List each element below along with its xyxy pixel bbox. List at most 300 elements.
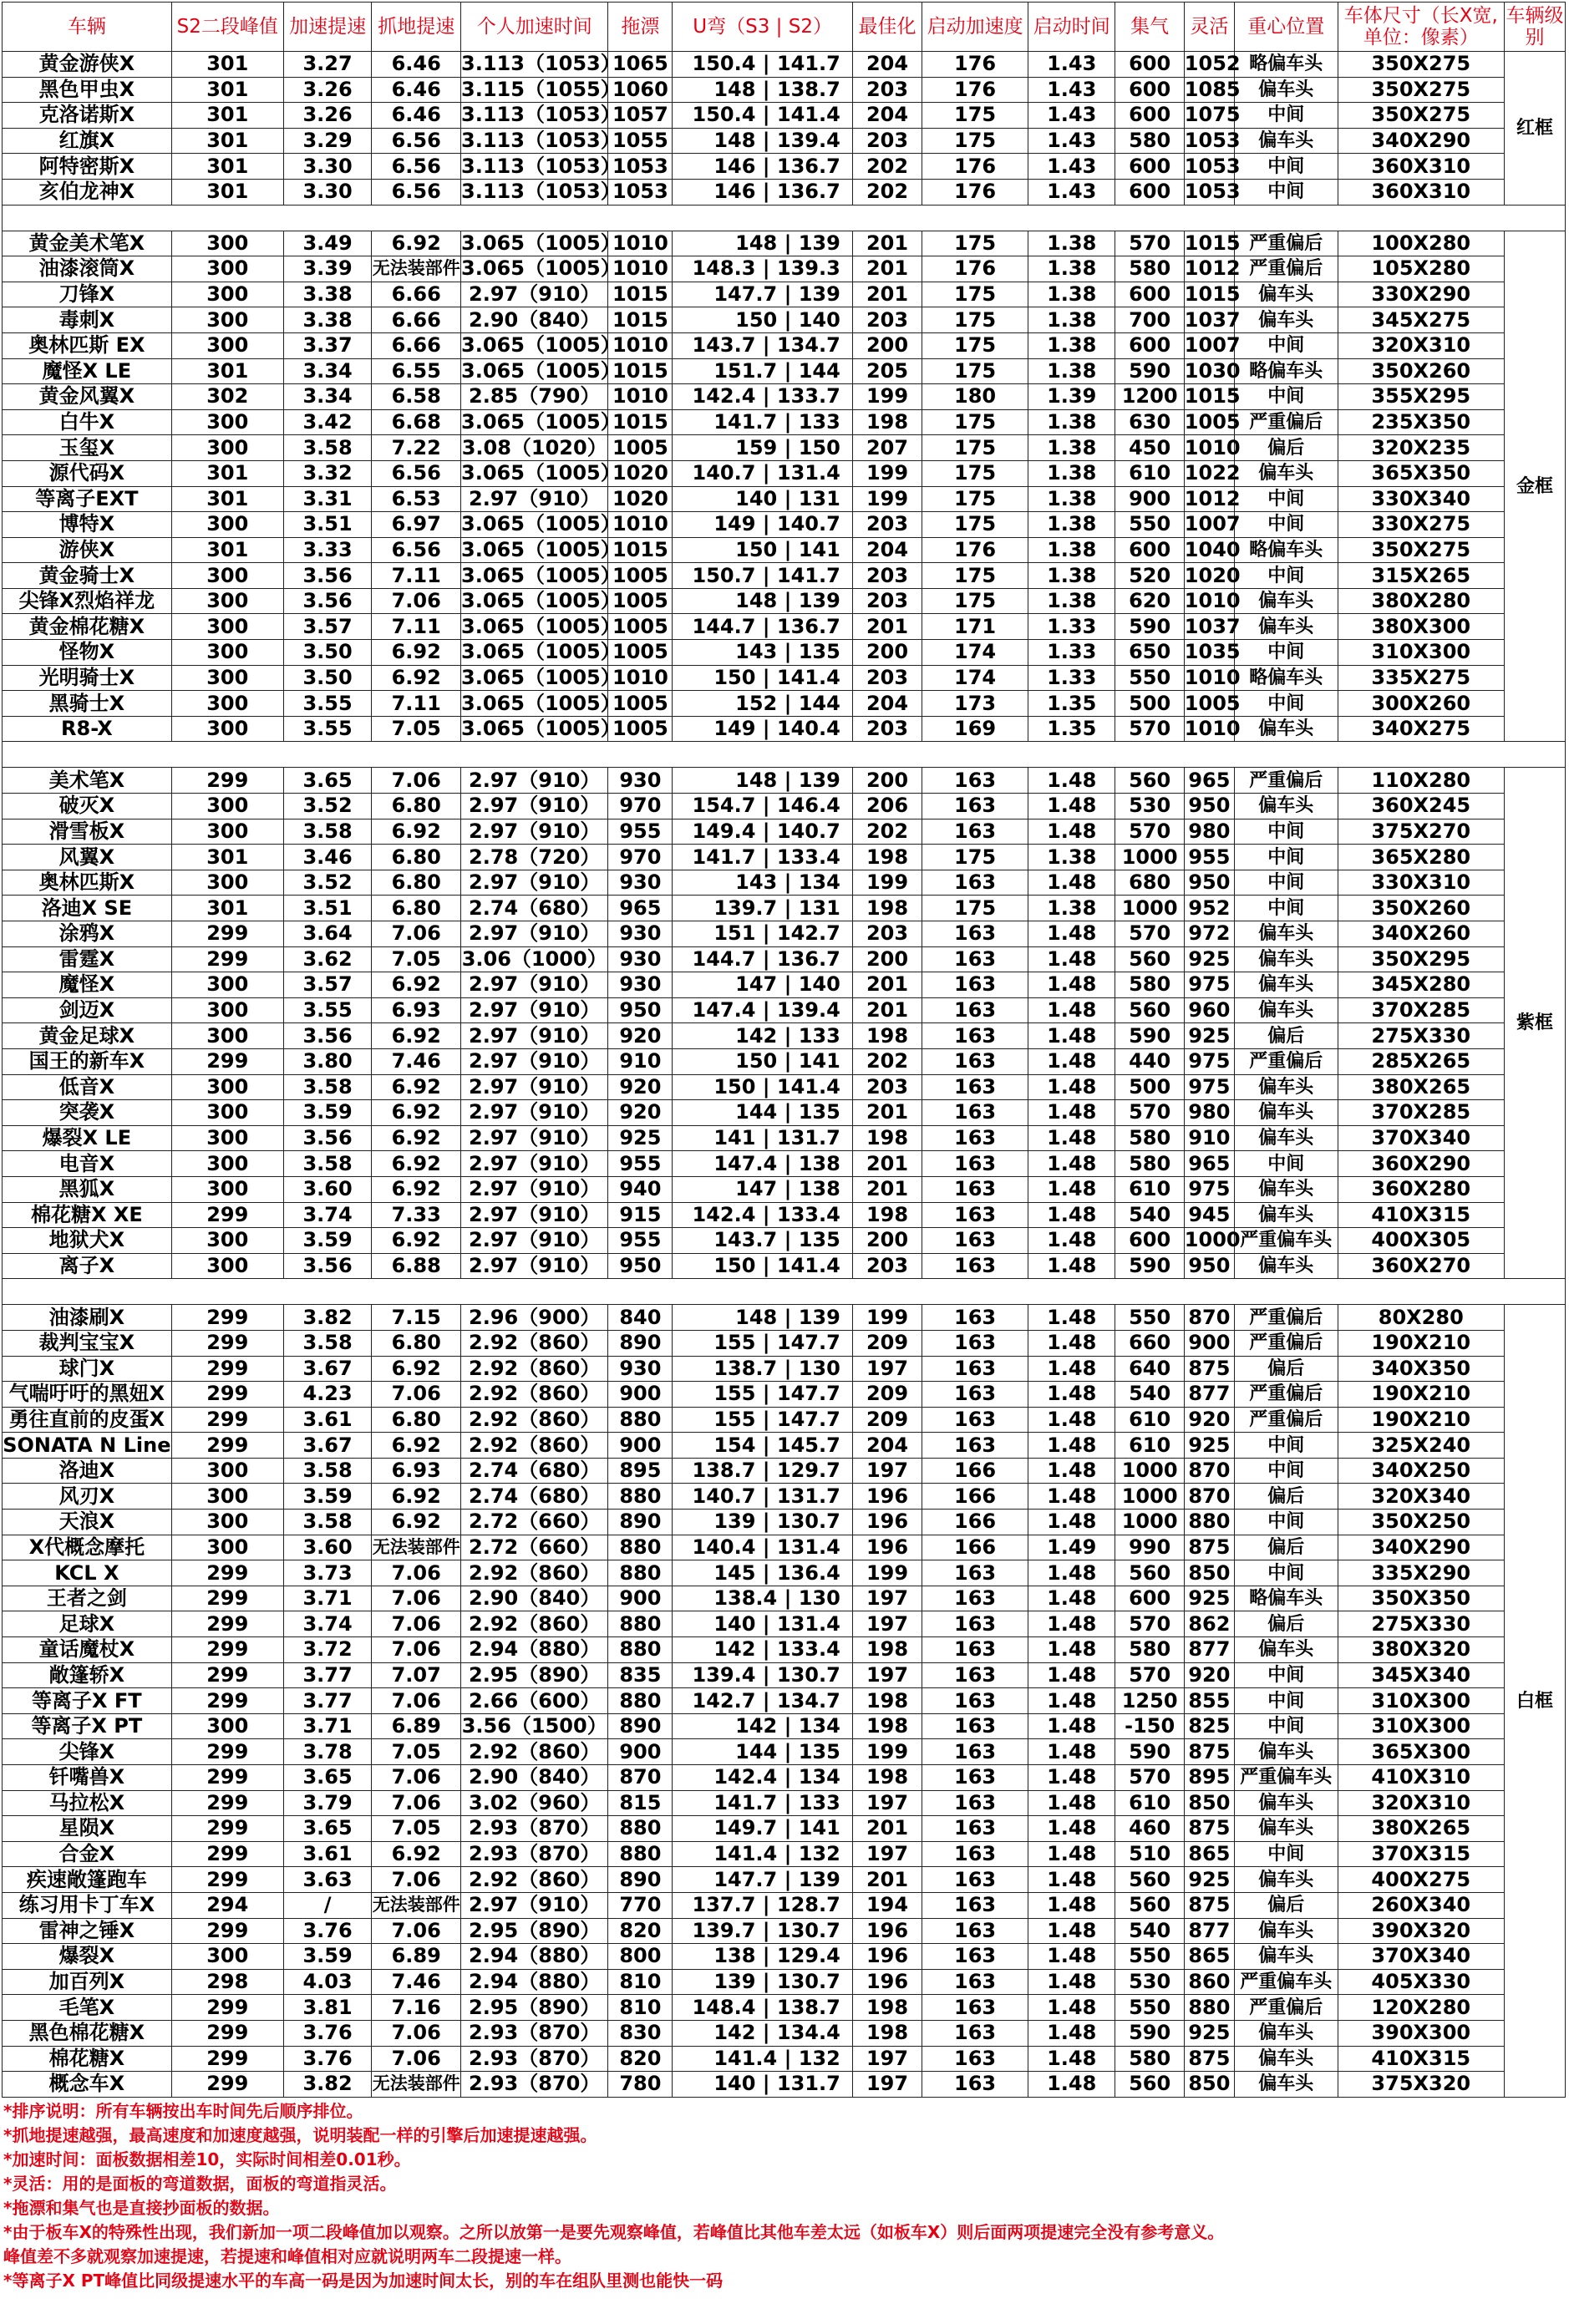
cell-agility: 1040 [1184,537,1241,561]
cell-body-size: 390X300 [1338,2020,1505,2046]
cell-launch-accel: 163 [922,1662,1028,1688]
cell-vehicle: 怪物X [3,640,172,666]
cell-launch-time: 1.43 [1028,128,1115,154]
cell-grip-boost: 7.46 [372,1048,461,1074]
cell-optimize: 209 [852,1382,922,1408]
separator-cell [3,742,1566,768]
table-row [3,1765,1566,1791]
cell-accel-boost: 3.46 [283,845,372,870]
cell-grip-boost: 无法装部件 [372,1535,461,1560]
cell-u-turn: 150 | 141 [673,1048,852,1074]
cell-nitro: 1250 [1115,1688,1184,1714]
cell-body-size: 350X275 [1338,52,1505,78]
table-row [3,1662,1566,1688]
cell-agility: 1053 [1184,154,1241,178]
cell-s2-peak: 300 [171,665,283,691]
cell-center-of-mass: 严重偏后 [1234,1407,1338,1433]
cell-launch-accel: 163 [922,997,1028,1023]
cell-agility: 880 [1184,1510,1234,1535]
cell-body-size: 380X320 [1338,1637,1505,1663]
cell-body-size: 400X305 [1338,1228,1505,1254]
cell-vehicle: 红旗X [3,128,172,154]
cell-center-of-mass: 偏车头 [1234,614,1338,640]
cell-body-size: 380X300 [1338,614,1505,640]
cell-accel-boost: 3.61 [283,1841,372,1867]
cell-s2-peak: 300 [171,1151,283,1177]
cell-accel-boost: 3.34 [283,358,372,384]
column-header-grip-boost: 抓地提速 [372,3,461,52]
cell-vehicle: 突袭X [3,1100,172,1126]
cell-body-size: 260X340 [1338,1892,1505,1918]
cell-agility: 1030 [1184,358,1241,383]
column-header-accel-time: 个人加速时间 [461,3,608,52]
cell-center-of-mass: 偏车头 [1234,588,1338,614]
cell-nitro: 590 [1115,1023,1184,1049]
cell-accel-boost: 3.39 [283,256,372,282]
cell-vehicle: 玉玺X [3,435,172,461]
cell-center-of-mass: 中间 [1234,384,1338,410]
cell-accel-boost: 3.80 [283,1048,372,1074]
table-row [3,537,1566,563]
cell-nitro: 540 [1115,1918,1184,1944]
cell-grip-boost: 6.55 [372,358,461,384]
cell-agility: 850 [1184,1560,1234,1586]
cell-optimize: 203 [852,563,922,589]
cell-agility: 850 [1184,1790,1234,1816]
cell-grip-boost: 6.92 [372,231,461,256]
cell-optimize: 206 [852,794,922,819]
cell-s2-peak: 299 [171,1688,283,1714]
cell-center-of-mass: 略偏车头 [1234,665,1338,691]
cell-grip-boost: 7.06 [372,921,461,947]
cell-body-size: 110X280 [1338,768,1505,794]
cell-optimize: 198 [852,1688,922,1714]
cell-grip-boost: 6.92 [372,1484,461,1510]
cell-launch-accel: 163 [922,1586,1028,1611]
cell-u-turn: 154 | 145.7 [673,1433,852,1459]
cell-body-size: 320X310 [1338,1790,1505,1816]
cell-center-of-mass: 中间 [1234,1458,1338,1484]
cell-nitro: 570 [1115,819,1184,845]
cell-s2-peak: 300 [171,1484,283,1510]
cell-agility: 1010 [1184,435,1241,459]
cell-u-turn: 151 | 142.7 [673,921,852,947]
cell-accel-boost: 3.59 [283,1228,372,1254]
cell-launch-accel: 163 [922,1944,1028,1970]
cell-accel-time: 2.78（720） [461,845,608,870]
cell-optimize: 201 [852,1816,922,1842]
cell-drift: 950 [608,997,673,1023]
cell-optimize: 201 [852,1151,922,1177]
cell-accel-time: 2.95（890） [461,1918,608,1944]
table-row [3,1330,1566,1356]
cell-u-turn: 147.7 | 139 [673,282,852,307]
cell-accel-time: 2.97（910） [461,921,608,947]
cell-s2-peak: 299 [171,1586,283,1611]
cell-u-turn: 144.7 | 136.7 [673,946,852,972]
cell-agility: 960 [1184,997,1234,1023]
cell-agility: 950 [1184,870,1234,896]
cell-accel-time: 3.065（1005） [461,640,621,664]
cell-u-turn: 150.4 | 141.4 [673,103,852,129]
table-row [3,1125,1566,1151]
cell-agility: 965 [1184,1151,1234,1177]
cell-optimize: 197 [852,1790,922,1816]
cell-center-of-mass: 中间 [1234,332,1338,358]
cell-center-of-mass: 严重偏车头 [1234,1969,1338,1995]
cell-vehicle: 练习用卡丁车X [3,1892,172,1918]
cell-accel-boost: 3.56 [283,588,372,614]
cell-accel-boost: 3.77 [283,1662,372,1688]
cell-body-size: 120X280 [1338,1995,1505,2021]
table-row [3,794,1566,819]
cell-accel-boost: 3.32 [283,460,372,486]
notes-section [2,2099,1566,2293]
cell-s2-peak: 299 [171,1816,283,1842]
cell-u-turn: 137.7 | 128.7 [673,1892,852,1918]
cell-nitro: 560 [1115,1867,1184,1893]
cell-accel-time: 3.113（1053） [461,129,621,153]
cell-drift: 900 [608,1739,673,1765]
cell-drift: 1015 [608,358,673,384]
cell-nitro: 580 [1115,1637,1184,1663]
cell-s2-peak: 300 [171,794,283,819]
cell-accel-boost: 3.59 [283,1100,372,1126]
cell-center-of-mass: 中间 [1234,896,1338,921]
cell-drift: 1053 [608,179,673,205]
cell-launch-time: 1.48 [1028,1484,1115,1510]
cell-agility: 880 [1184,1995,1234,2021]
cell-nitro: 540 [1115,1202,1184,1228]
cell-center-of-mass: 偏车头 [1234,794,1338,819]
table-row [3,231,1566,256]
cell-s2-peak: 301 [171,128,283,154]
cell-vehicle: 合金X [3,1841,172,1867]
cell-vehicle: 敞篷轿X [3,1662,172,1688]
cell-vehicle: X代概念摩托 [3,1535,172,1560]
cell-accel-time: 2.95（890） [461,1662,608,1688]
cell-drift: 880 [608,1535,673,1560]
cell-agility: 895 [1184,1765,1234,1791]
cell-center-of-mass: 中间 [1234,1841,1338,1867]
table-row [3,1228,1566,1254]
cell-center-of-mass: 严重偏车头 [1234,1228,1338,1254]
cell-grip-boost: 6.56 [372,537,461,563]
cell-nitro: 1000 [1115,845,1184,870]
cell-accel-boost: 3.27 [283,52,372,78]
cell-u-turn: 140.7 | 131.7 [673,1484,852,1510]
cell-launch-time: 1.48 [1028,1048,1115,1074]
cell-s2-peak: 299 [171,1867,283,1893]
cell-nitro: 600 [1115,1586,1184,1611]
cell-u-turn: 159 | 150 [673,435,852,461]
cell-accel-time: 2.93（870） [461,1841,608,1867]
cell-u-turn: 150 | 141.4 [673,1074,852,1100]
cell-accel-time: 2.97（910） [461,870,608,896]
cell-nitro: 560 [1115,768,1184,794]
cell-launch-accel: 163 [922,1228,1028,1254]
cell-center-of-mass: 中间 [1234,512,1338,538]
cell-accel-time: 2.97（910） [461,1176,608,1202]
cell-vehicle: 裁判宝宝X [3,1330,172,1356]
cell-s2-peak: 294 [171,1892,283,1918]
cell-launch-accel: 163 [922,1969,1028,1995]
cell-s2-peak: 299 [171,1790,283,1816]
cell-launch-accel: 175 [922,282,1028,307]
cell-vehicle: 阿特密斯X [3,154,172,180]
cell-accel-boost: 3.60 [283,1176,372,1202]
cell-body-size: 345X340 [1338,1662,1505,1688]
table-row [3,1944,1566,1970]
cell-s2-peak: 300 [171,716,283,742]
cell-launch-accel: 163 [922,2046,1028,2072]
cell-center-of-mass: 偏车头 [1234,77,1338,103]
cell-body-size: 310X300 [1338,1713,1505,1739]
cell-body-size: 380X280 [1338,588,1505,614]
cell-accel-time: 2.97（910） [461,1253,608,1279]
cell-s2-peak: 300 [171,307,283,333]
cell-accel-time: 3.065（1005） [461,410,621,434]
cell-vehicle: 博特X [3,512,172,538]
cell-launch-accel: 163 [922,946,1028,972]
cell-accel-boost: 3.71 [283,1586,372,1611]
cell-optimize: 202 [852,819,922,845]
cell-s2-peak: 299 [171,1611,283,1637]
cell-nitro: 560 [1115,946,1184,972]
cell-optimize: 202 [852,154,922,180]
cell-nitro: 580 [1115,2046,1184,2072]
cell-grip-boost: 7.06 [372,1611,461,1637]
cell-center-of-mass: 偏车头 [1234,1918,1338,1944]
note-line: *加速时间：面板数据相差10，实际时间相差0.01秒。 [3,2149,411,2169]
cell-vehicle: 奥林匹斯X [3,870,172,896]
cell-launch-time: 1.48 [1028,1969,1115,1995]
cell-agility: 1022 [1184,461,1241,485]
cell-s2-peak: 299 [171,1433,283,1459]
cell-nitro: 600 [1115,103,1184,129]
cell-grip-boost: 6.92 [372,1125,461,1151]
cell-vehicle: SONATA N Line [3,1433,171,1457]
cell-optimize: 199 [852,384,922,410]
cell-agility: 825 [1184,1713,1234,1739]
cell-optimize: 201 [852,282,922,307]
cell-body-size: 350X350 [1338,1586,1505,1611]
cell-nitro: 580 [1115,128,1184,154]
cell-launch-time: 1.43 [1028,103,1115,129]
cell-accel-boost: 3.60 [283,1535,372,1560]
cell-accel-time: 2.66（600） [461,1688,608,1714]
cell-drift: 880 [608,1688,673,1714]
cell-drift: 940 [608,1176,673,1202]
cell-body-size: 360X245 [1338,794,1505,819]
cell-center-of-mass: 偏车头 [1234,2046,1338,2072]
table-row [3,819,1566,845]
cell-grip-boost: 7.06 [372,2046,461,2072]
cell-launch-accel: 163 [922,1407,1028,1433]
cell-launch-time: 1.48 [1028,1586,1115,1611]
cell-body-size: 310X300 [1338,1688,1505,1714]
cell-optimize: 201 [852,1100,922,1126]
cell-vehicle: 星陨X [3,1816,172,1842]
cell-center-of-mass: 中间 [1234,1151,1338,1177]
cell-launch-accel: 175 [922,332,1028,358]
cell-launch-accel: 175 [922,845,1028,870]
cell-body-size: 275X330 [1338,1611,1505,1637]
cell-launch-time: 1.48 [1028,946,1115,972]
cell-agility: 1052 [1184,52,1241,76]
cell-accel-boost: 3.31 [283,486,372,512]
cell-u-turn: 138.7 | 130 [673,1356,852,1382]
cell-drift: 1010 [608,665,673,691]
cell-accel-boost: 3.57 [283,972,372,998]
cell-drift: 955 [608,1228,673,1254]
note-line: *拖漂和集气也是直接抄面板的数据。 [3,2197,280,2218]
cell-optimize: 198 [852,1765,922,1791]
cell-drift: 1005 [608,716,673,742]
cell-launch-time: 1.33 [1028,640,1115,666]
cell-accel-boost: 3.58 [283,1074,372,1100]
cell-center-of-mass: 中间 [1234,486,1338,512]
table-row [3,128,1566,154]
cell-launch-time: 1.48 [1028,1228,1115,1254]
cell-center-of-mass: 偏车头 [1234,2072,1338,2098]
cell-body-size: 370X285 [1338,1100,1505,1126]
cell-body-size: 345X280 [1338,972,1505,998]
cell-u-turn: 140 | 131.7 [673,2072,852,2098]
cell-optimize: 196 [852,1969,922,1995]
cell-accel-boost: 3.73 [283,1560,372,1586]
cell-grip-boost: 6.46 [372,52,461,78]
cell-vehicle: 天浪X [3,1510,172,1535]
cell-body-size: 380X265 [1338,1074,1505,1100]
cell-s2-peak: 301 [171,154,283,180]
cell-vehicle: 白牛X [3,409,172,435]
cell-grip-boost: 6.92 [372,819,461,845]
table-row [3,1305,1566,1331]
cell-u-turn: 147.7 | 139 [673,1867,852,1893]
cell-launch-time: 1.48 [1028,1407,1115,1433]
cell-u-turn: 148.3 | 139.3 [673,256,852,282]
cell-accel-boost: 3.67 [283,1356,372,1382]
cell-accel-time: 2.92（860） [461,1433,608,1459]
cell-u-turn: 148.4 | 138.7 [673,1995,852,2021]
cell-grip-boost: 6.92 [372,1176,461,1202]
cell-accel-time: 2.74（680） [461,896,608,921]
cell-s2-peak: 300 [171,282,283,307]
cell-accel-boost: 3.30 [283,154,372,180]
cell-grip-boost: 6.46 [372,103,461,129]
cell-launch-accel: 163 [922,1790,1028,1816]
cell-optimize: 201 [852,614,922,640]
cell-vehicle: 低音X [3,1074,172,1100]
cell-launch-time: 1.48 [1028,1560,1115,1586]
cell-accel-time: 3.08（1020） [461,435,607,459]
cell-optimize: 201 [852,256,922,282]
table-row [3,1023,1566,1049]
cell-center-of-mass: 严重偏车头 [1234,1765,1338,1791]
cell-optimize: 202 [852,179,922,205]
cell-optimize: 198 [852,1637,922,1663]
cell-accel-boost: 3.74 [283,1611,372,1637]
cell-body-size: 340X290 [1338,1535,1505,1560]
cell-launch-time: 1.48 [1028,1637,1115,1663]
group-separator-row [3,205,1566,231]
cell-accel-time: 2.72（660） [461,1535,608,1560]
cell-accel-time: 2.97（910） [461,1228,608,1254]
cell-s2-peak: 299 [171,1637,283,1663]
cell-accel-time: 2.97（910） [461,282,608,307]
cell-grip-boost: 无法装部件 [372,256,461,282]
cell-u-turn: 141 | 131.7 [673,1125,852,1151]
cell-optimize: 198 [852,1023,922,1049]
table-row [3,282,1566,307]
cell-launch-accel: 163 [922,1433,1028,1459]
cell-accel-boost: 3.52 [283,870,372,896]
cell-launch-accel: 176 [922,154,1028,180]
cell-vehicle: 光明骑士X [3,665,172,691]
cell-accel-time: 3.06（1000） [461,946,607,971]
cell-launch-accel: 163 [922,1356,1028,1382]
cell-center-of-mass: 偏后 [1234,435,1338,461]
cell-accel-boost: 3.51 [283,512,372,538]
cell-accel-time: 3.065（1005） [461,461,621,485]
cell-accel-time: 2.97（910） [461,768,608,794]
cell-body-size: 370X340 [1338,1125,1505,1151]
cell-grip-boost: 6.92 [372,1074,461,1100]
cell-agility: 1010 [1184,717,1241,741]
table-row [3,512,1566,538]
cell-accel-boost: 3.58 [283,1458,372,1484]
cell-body-size: 190X210 [1338,1330,1505,1356]
cell-center-of-mass: 中间 [1234,819,1338,845]
cell-accel-time: 2.97（910） [461,1151,608,1177]
cell-body-size: 340X250 [1338,1458,1505,1484]
cell-s2-peak: 300 [171,819,283,845]
cell-grip-boost: 6.92 [372,972,461,998]
cell-vehicle: 毒刺X [3,307,172,333]
cell-center-of-mass: 偏车头 [1234,1637,1338,1663]
cell-agility: 1037 [1184,614,1241,638]
cell-nitro: 570 [1115,716,1184,742]
cell-s2-peak: 300 [171,1535,283,1560]
cell-center-of-mass: 严重偏后 [1234,1048,1338,1074]
table-row [3,691,1566,717]
cell-body-size: 345X275 [1338,307,1505,333]
cell-vehicle: 奥林匹斯 EX [3,332,172,358]
cell-nitro: 600 [1115,282,1184,307]
cell-accel-boost: 3.30 [283,179,372,205]
cell-body-size: 360X290 [1338,1151,1505,1177]
cell-grip-boost: 7.06 [372,1382,461,1408]
cell-launch-time: 1.38 [1028,845,1115,870]
cell-accel-boost: 3.58 [283,435,372,461]
cell-grip-boost: 7.11 [372,563,461,589]
cell-grip-boost: 6.92 [372,1023,461,1049]
cell-accel-boost: 3.78 [283,1739,372,1765]
cell-s2-peak: 300 [171,870,283,896]
cell-launch-time: 1.38 [1028,588,1115,614]
cell-drift: 880 [608,1637,673,1663]
table-row [3,154,1566,180]
cell-nitro: 560 [1115,2072,1184,2098]
cell-nitro: 650 [1115,640,1184,666]
cell-center-of-mass: 中间 [1234,1688,1338,1714]
cell-grip-boost: 7.05 [372,1816,461,1842]
cell-vehicle: 等离子EXT [3,486,172,512]
cell-accel-boost: 3.58 [283,819,372,845]
cell-optimize: 199 [852,1739,922,1765]
cell-agility: 1015 [1184,231,1241,255]
